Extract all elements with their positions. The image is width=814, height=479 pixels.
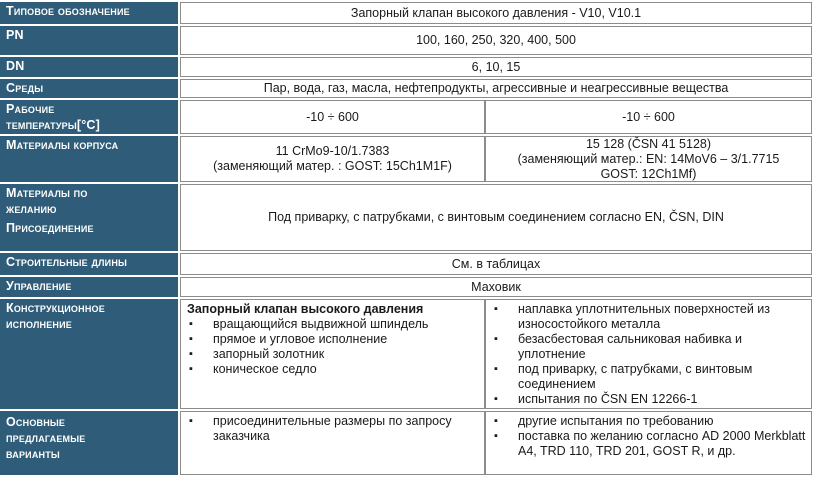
body-material-right-line3: GOST: 12Ch1Mf) — [600, 166, 697, 181]
label-variants-line1: Основные — [6, 415, 66, 429]
list-item: ▪ запорный золотник — [187, 347, 480, 362]
row-variants — [0, 411, 812, 475]
label-design-line2: исполнение — [6, 317, 73, 331]
row-connection — [0, 184, 812, 251]
label-variants — [0, 411, 178, 475]
label-optional-material-line2: желанию — [6, 202, 57, 216]
label-lengths: Строительные длины — [0, 253, 178, 275]
list-item: ▪ поставка по желанию согласно AD 2000 Merkblatt A4, TRD 110, TRD 201, GOST R, и др. — [492, 429, 807, 459]
row-temperature — [0, 100, 812, 134]
value-body-material-left — [180, 136, 485, 182]
label-optional-material — [0, 184, 178, 219]
list-item: ▪ наплавка уплотнительных поверхностей из износостойкого металла — [492, 302, 807, 332]
label-optional-material-line1: Материалы по — [6, 186, 88, 200]
list-item: ▪ прямое и угловое исполнение — [187, 332, 480, 347]
label-temperature — [0, 100, 178, 134]
list-item: ▪ безасбестовая сальниковая набивка и уплотнение — [492, 332, 807, 362]
list-item: ▪ вращающийся выдвижной шпиндель — [187, 317, 480, 332]
value-media: Пар, вода, газ, масла, нефтепродукты, агрессивные и неагрессивные вещества — [180, 79, 812, 98]
list-item: ▪ коническое седло — [187, 362, 480, 377]
value-temperature-left: -10 ÷ 600 — [180, 100, 485, 134]
variants-left-list — [180, 411, 485, 475]
label-type: Типовое обозначение — [0, 2, 178, 24]
label-variants-line2: предлагаемые — [6, 431, 86, 445]
value-body-material-right — [485, 136, 812, 182]
body-material-right-line2: (заменяющий матер.: EN: 14MoV6 – 3/1.7715 — [517, 151, 780, 166]
row-type — [0, 2, 812, 24]
row-pn — [0, 26, 812, 55]
value-dn: 6, 10, 15 — [180, 57, 812, 77]
label-media: Среды — [0, 79, 178, 98]
label-variants-line3: варианты — [6, 447, 60, 461]
design-right-list — [485, 299, 812, 409]
label-temperature-line1: Рабочие — [6, 102, 55, 116]
body-material-right-line1: 15 128 (ČSN 41 5128) — [585, 136, 712, 151]
row-lengths — [0, 253, 812, 275]
value-type: Запорный клапан высокого давления - V10, V10.1 — [180, 2, 812, 24]
list-item: ▪ другие испытания по требованию — [492, 414, 807, 429]
label-design — [0, 299, 178, 409]
list-item: ▪ присоединительные размеры по запросу заказчика — [187, 414, 480, 444]
label-dn: DN — [0, 57, 178, 77]
design-left-heading: Запорный клапан высокого давления — [187, 302, 424, 316]
value-control: Маховик — [180, 277, 812, 297]
label-design-line1: Конструкционное — [6, 301, 105, 315]
row-media — [0, 79, 812, 98]
value-connection: Под приварку, с патрубками, с винтовым соединением согласно EN, ČSN, DIN — [180, 184, 812, 251]
row-dn — [0, 57, 812, 77]
label-body-material: Материалы корпуса — [0, 136, 178, 182]
label-pn: PN — [0, 26, 178, 55]
list-item: ▪ испытания по ČSN EN 12266-1 — [492, 392, 807, 407]
design-left-list — [180, 299, 485, 409]
label-control: Управление — [0, 277, 178, 297]
row-body-material — [0, 136, 812, 182]
value-pn: 100, 160, 250, 320, 400, 500 — [180, 26, 812, 55]
variants-right-list — [485, 411, 812, 475]
row-control — [0, 277, 812, 297]
body-material-left-line1: 11 CrMo9-10/1.7383 — [275, 144, 390, 158]
value-temperature-right: -10 ÷ 600 — [485, 100, 812, 134]
label-connection: Присоединение — [0, 219, 178, 251]
body-material-left-line2: (заменяющий матер. : GOST: 15Ch1M1F) — [213, 159, 452, 173]
row-design — [0, 299, 812, 409]
value-lengths: См. в таблицах — [180, 253, 812, 275]
list-item: ▪ под приварку, с патрубками, с винтовым соединением — [492, 362, 807, 392]
label-temperature-line2: температуры[°C] — [6, 118, 100, 132]
